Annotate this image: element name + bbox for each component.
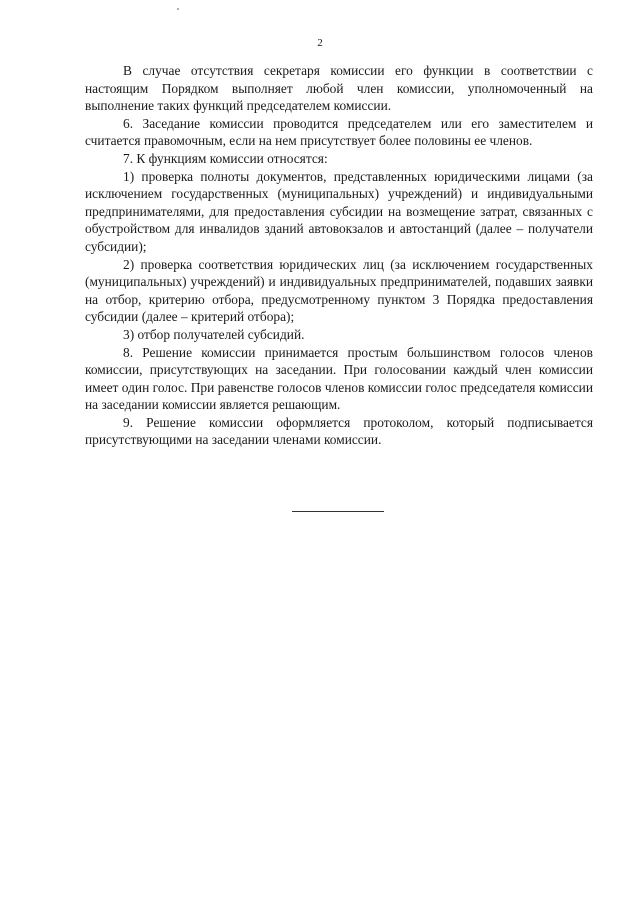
function-item-2: 2) проверка соответствия юридических лиц (за исключением государственных (муниципальных) учреждений) и индивидуальных предпринимателей, подавших заявки на отбор, критерию отбора, предусмотренному пунктом 3 Порядка предоставления субсидии (далее – критерий отбора); xyxy=(85,256,593,325)
page-number: 2 xyxy=(317,37,323,49)
function-item-1: 1) проверка полноты документов, представленных юридическими лицами (за исключением государственных (муниципальных) учреждений) и индивидуальными предпринимателями, для предоставления субсидии на возмещение затрат, связанных с обустройством для инвалидов зданий автовокзалов и автостанций (далее – получатели субсидии); xyxy=(85,168,593,254)
document-body xyxy=(85,62,593,449)
paragraph-6-meeting: 6. Заседание комиссии проводится председателем или его заместителем и считается правомочным, если на нем присутствует более половины ее членов. xyxy=(85,115,593,149)
paragraph-8-decision: 8. Решение комиссии принимается простым большинством голосов членов комиссии, присутствующих на заседании. При голосовании каждый член комиссии имеет один голос. При равенстве голосов членов комиссии голос председателя комиссии на заседании комиссии является решающим. xyxy=(85,344,593,413)
end-divider-line xyxy=(292,511,384,512)
paragraph-9-protocol: 9. Решение комиссии оформляется протоколом, который подписывается присутствующими на заседании членами комиссии. xyxy=(85,414,593,448)
paragraph-7-functions: 7. К функциям комиссии относятся: xyxy=(123,150,328,166)
scan-speck xyxy=(177,8,179,10)
paragraph-secretary-absence: В случае отсутствия секретаря комиссии его функции в соответствии с настоящим Порядком выполняет любой член комиссии, уполномоченный на выполнение таких функций председателем комиссии. xyxy=(85,63,593,114)
function-item-3: 3) отбор получателей субсидий. xyxy=(123,326,305,342)
